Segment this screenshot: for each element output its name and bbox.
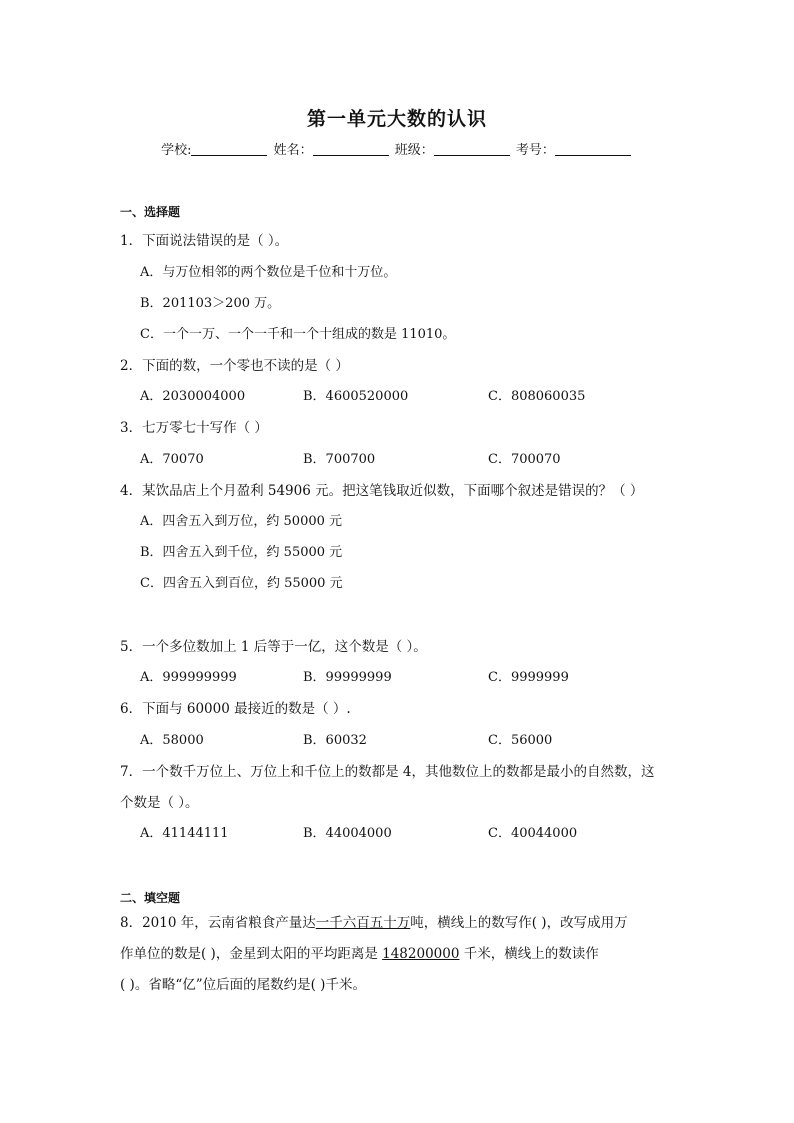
question-1-option-c: C．一个一万、一个一千和一个十组成的数是 11010。 [140, 327, 456, 342]
question-5-option-b: B．99999999 [303, 670, 392, 685]
question-7-option-b: B．44004000 [303, 826, 392, 841]
page-title: 第一单元大数的认识 [306, 108, 487, 130]
section-choice-heading: 一、选择题 [120, 205, 181, 219]
question-8-line-3: ( )。省略“亿”位后面的尾数约是( )千米。 [120, 977, 366, 993]
question-7-option-a: A．41144111 [140, 826, 229, 841]
question-7-stem-line-1: 7．一个数千万位上、万位上和千位上的数都是 4，其他数位上的数都是最小的自然数，这 [120, 764, 655, 780]
question-6-option-a: A．58000 [140, 733, 204, 748]
question-4-option-c: C．四舍五入到百位，约 55000 元 [140, 576, 343, 591]
student-info-line [0, 139, 794, 158]
question-4-option-a: A．四舍五入到万位，约 50000 元 [140, 514, 343, 529]
question-8-line-1-pre: 8．2010 年，云南省粮食产量达 [120, 915, 316, 931]
question-2-option-a: A．2030004000 [140, 389, 246, 404]
question-6-option-b: B．60032 [303, 733, 367, 748]
class-blank[interactable] [434, 141, 510, 156]
name-label: 姓名： [273, 143, 313, 158]
number-blank[interactable] [555, 141, 631, 156]
section-fill-heading: 二、填空题 [120, 891, 181, 905]
question-3-option-a: A．70070 [140, 452, 204, 467]
question-3-option-b: B．700700 [303, 452, 376, 467]
question-2-option-b: B．4600520000 [303, 389, 409, 404]
question-8-line-2-pre: 作单位的数是( )，金星到太阳的平均距离是 [120, 946, 383, 962]
question-1-option-b: B．201103＞200 万。 [140, 296, 281, 311]
question-6-stem: 6．下面与 60000 最接近的数是（ ）. [120, 701, 351, 717]
question-3-stem: 3．七万零七十写作（ ） [120, 420, 268, 436]
question-1-stem: 1．下面说法错误的是（ ）。 [120, 233, 289, 249]
name-blank[interactable] [313, 141, 389, 156]
question-8-line-1 [120, 908, 680, 939]
question-5-stem: 5．一个多位数加上 1 后等于一亿，这个数是（ ）。 [120, 639, 427, 655]
number-label: 考号： [515, 143, 555, 158]
class-label: 班级： [394, 143, 434, 158]
question-2-option-c: C．808060035 [488, 389, 586, 404]
question-8-underlined-distance: 148200000 [382, 946, 460, 962]
question-8-line-2-post: 千米，横线上的数读作 [459, 946, 599, 962]
school-blank[interactable] [191, 141, 267, 156]
question-8-line-1-post: 吨，横线上的数写作( )，改写成用万 [410, 915, 628, 931]
question-6-option-c: C．56000 [488, 733, 553, 748]
question-2-stem: 2．下面的数，一个零也不读的是（ ） [120, 358, 349, 374]
question-5-option-a: A．999999999 [140, 670, 237, 685]
question-1-option-a: A．与万位相邻的两个数位是千位和十万位。 [140, 265, 397, 280]
question-4-option-b: B．四舍五入到千位，约 55000 元 [140, 545, 343, 560]
question-8-underlined-number: 一千六百五十万 [315, 915, 411, 931]
question-4-stem: 4．某饮品店上个月盈利 54906 元。把这笔钱取近似数，下面哪个叙述是错误的？（ ） [120, 483, 644, 499]
question-3-option-c: C．700070 [488, 452, 561, 467]
question-7-stem-line-2: 个数是（ ）。 [120, 795, 199, 811]
question-5-option-c: C．9999999 [488, 670, 569, 685]
question-8-paragraph [120, 908, 680, 1001]
question-7-option-c: C．40044000 [488, 826, 578, 841]
school-label: 学校: [161, 143, 192, 158]
question-8-line-2 [120, 939, 680, 970]
